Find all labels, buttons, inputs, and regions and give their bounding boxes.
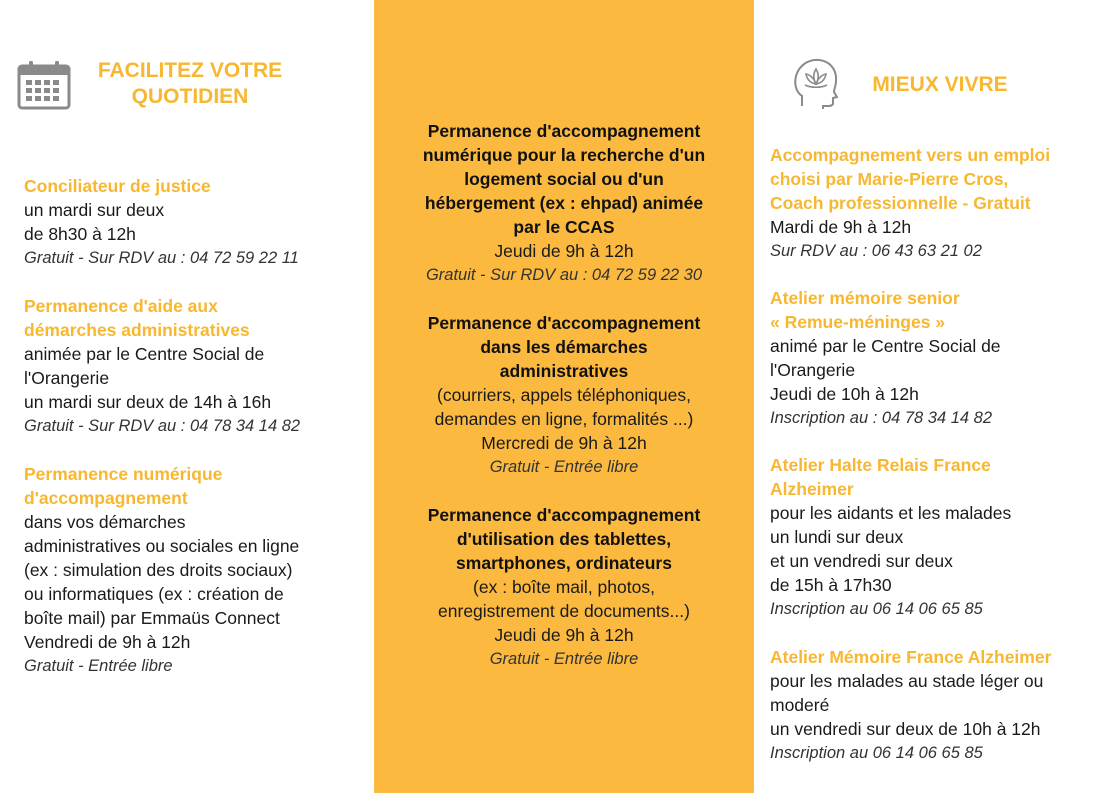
- middle-item-2: [388, 503, 740, 671]
- item-title: Permanence d'aide aux: [24, 296, 218, 316]
- item-line: Jeudi de 9h à 12h: [494, 241, 634, 261]
- item-line: dans vos démarches: [24, 512, 186, 532]
- item-note: Gratuit - Entrée libre: [489, 650, 639, 668]
- item-note: Gratuit - Sur RDV au : 04 72 59 22 11: [24, 249, 299, 267]
- item-title: par le CCAS: [513, 217, 615, 237]
- middle-column: [374, 0, 754, 793]
- middle-item-1: [388, 311, 740, 479]
- right-item-1: [770, 286, 1115, 430]
- item-line: (ex : boîte mail, photos,: [473, 577, 655, 597]
- item-title: Atelier mémoire senior: [770, 288, 960, 308]
- left-header-line2: VOTRE QUOTIDIEN: [131, 59, 283, 108]
- item-note: Gratuit - Sur RDV au : 04 78 34 14 82: [24, 417, 301, 435]
- item-line: un lundi sur deux: [770, 527, 904, 547]
- item-title: choisi par Marie-Pierre Cros,: [770, 169, 1009, 189]
- item-title: démarches administratives: [24, 320, 250, 340]
- item-line: ou informatiques (ex : création de: [24, 584, 284, 604]
- item-note: Gratuit - Entrée libre: [489, 458, 639, 476]
- left-item-2: [24, 462, 369, 678]
- left-item-1: [24, 294, 364, 438]
- item-line: pour les aidants et les malades: [770, 503, 1012, 523]
- item-line: enregistrement de documents...): [438, 601, 690, 621]
- item-title: logement social ou d'un: [464, 169, 664, 189]
- item-line: Vendredi de 9h à 12h: [24, 632, 191, 652]
- item-title: Alzheimer: [770, 479, 854, 499]
- item-line: animée par le Centre Social de: [24, 344, 265, 364]
- item-title: « Remue-méninges »: [770, 312, 946, 332]
- item-title: hébergement (ex : ehpad) animée: [424, 193, 704, 213]
- item-line: moderé: [770, 695, 830, 715]
- item-line: Mercredi de 9h à 12h: [481, 433, 647, 453]
- item-note: Inscription au 06 14 06 65 85: [770, 600, 983, 618]
- item-line: l'Orangerie: [24, 368, 110, 388]
- item-title: Conciliateur de justice: [24, 176, 211, 196]
- item-note: Gratuit - Entrée libre: [24, 657, 173, 675]
- item-line: (ex : simulation des droits sociaux): [24, 560, 293, 580]
- left-header-line1: FACILITEZ: [97, 59, 204, 82]
- item-line: pour les malades au stade léger ou: [770, 671, 1044, 691]
- item-line: de 8h30 à 12h: [24, 224, 136, 244]
- left-column: [0, 0, 374, 793]
- item-line: de 15h à 17h30: [770, 575, 892, 595]
- item-title: Coach professionnelle - Gratuit: [770, 193, 1031, 213]
- left-item-0: [24, 174, 364, 270]
- left-header-title: [72, 58, 308, 110]
- item-line: un vendredi sur deux de 10h à 12h: [770, 719, 1041, 739]
- head-lotus-icon: [792, 56, 838, 110]
- item-line: et un vendredi sur deux: [770, 551, 953, 571]
- item-title: dans les démarches: [480, 337, 648, 357]
- right-item-0: [770, 143, 1115, 263]
- right-item-3: [770, 645, 1115, 765]
- item-title: Accompagnement vers un emploi: [770, 145, 1051, 165]
- item-line: l'Orangerie: [770, 360, 856, 380]
- item-line: un mardi sur deux de 14h à 16h: [24, 392, 272, 412]
- item-title: d'accompagnement: [24, 488, 188, 508]
- item-note: Sur RDV au : 06 43 63 21 02: [770, 242, 982, 260]
- item-line: Mardi de 9h à 12h: [770, 217, 912, 237]
- middle-item-0: [388, 119, 740, 287]
- item-title: Atelier Mémoire France Alzheimer: [770, 647, 1052, 667]
- item-line: (courriers, appels téléphoniques,: [437, 385, 691, 405]
- item-line: boîte mail) par Emmaüs Connect: [24, 608, 280, 628]
- right-item-2: [770, 453, 1115, 621]
- item-title: administratives: [499, 361, 629, 381]
- item-note: Inscription au 06 14 06 65 85: [770, 744, 983, 762]
- item-title: smartphones, ordinateurs: [456, 553, 672, 573]
- item-title: Atelier Halte Relais France: [770, 455, 991, 475]
- item-title: d'utilisation des tablettes,: [456, 529, 672, 549]
- item-line: Jeudi de 10h à 12h: [770, 384, 919, 404]
- item-line: animé par le Centre Social de: [770, 336, 1001, 356]
- item-line: Jeudi de 9h à 12h: [494, 625, 634, 645]
- item-line: demandes en ligne, formalités ...): [434, 409, 694, 429]
- right-header-title: MIEUX VIVRE: [872, 73, 1008, 96]
- item-title: Permanence d'accompagnement: [427, 121, 701, 141]
- item-line: administratives ou sociales en ligne: [24, 536, 300, 556]
- item-title: numérique pour la recherche d'un: [422, 145, 706, 165]
- item-note: Inscription au : 04 78 34 14 82: [770, 409, 992, 427]
- item-title: Permanence numérique: [24, 464, 223, 484]
- item-line: un mardi sur deux: [24, 200, 165, 220]
- item-title: Permanence d'accompagnement: [427, 313, 701, 333]
- item-title: Permanence d'accompagnement: [427, 505, 701, 525]
- calendar-icon: [17, 60, 71, 110]
- item-note: Gratuit - Sur RDV au : 04 72 59 22 30: [425, 266, 703, 284]
